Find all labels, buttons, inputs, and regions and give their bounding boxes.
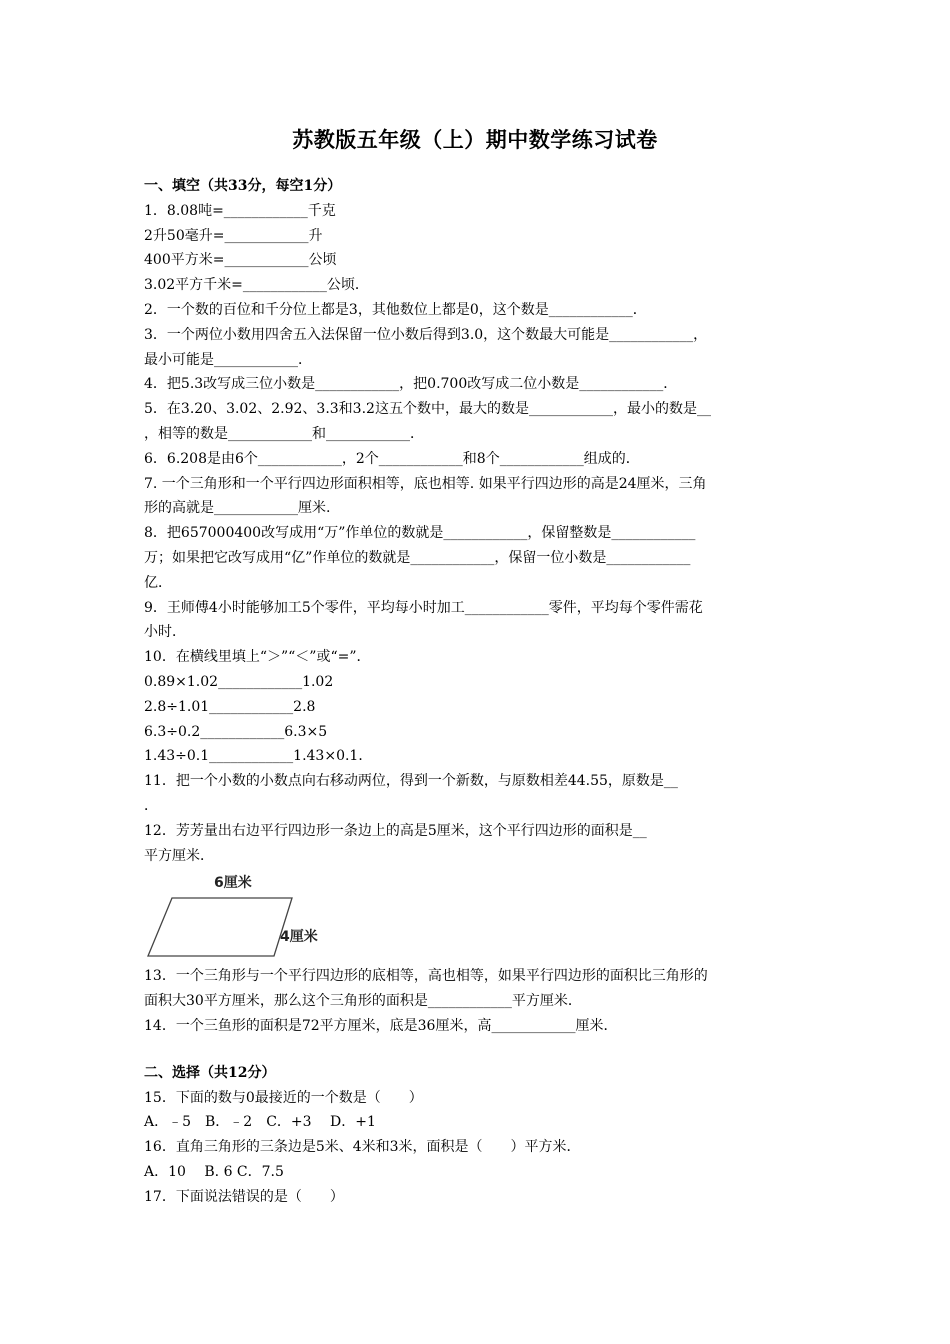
question-line: 16．直角三角形的三条边是5米、4米和3米，面积是（ ）平方米．: [144, 1139, 581, 1156]
question-line: 15．下面的数与0最接近的一个数是（ ）: [144, 1089, 423, 1106]
question-line: 3.02平方千米=____________公顷．: [144, 277, 369, 294]
question-line: 4．把5.3改写成三位小数是____________，把0.700改写成二位小数是____________．: [144, 376, 678, 393]
question-line: 11．把一个小数的小数点向右移动两位，得到一个新数，与原数相差44.55，原数是__: [144, 773, 678, 790]
question-line: 2．一个数的百位和千分位上都是3，其他数位上都是0，这个数是____________．: [144, 301, 647, 318]
question-line: 9．王师傅4小时能够加工5个零件，平均每小时加工____________零件，平均每个零件需花: [144, 599, 703, 616]
question-line: 2.8÷1.01____________2.8: [144, 698, 316, 715]
section2-questions: [144, 1086, 814, 1210]
section1-questions: [144, 199, 814, 869]
section-heading-fill-blank: 一、填空（共33分，每空1分）: [144, 178, 342, 194]
question-line: 5．在3.20、3.02、2.92、3.3和3.2这五个数中，最大的数是____________，最小的数是__: [144, 401, 711, 418]
question-line: 13．一个三角形与一个平行四边形的底相等，高也相等，如果平行四边形的面积比三角形的: [144, 968, 708, 985]
question-line: 12．芳芳量出右边平行四边形一条边上的高是5厘米，这个平行四边形的面积是__: [144, 822, 647, 839]
question-line: ．: [144, 797, 158, 814]
question-line: 7. 一个三角形和一个平行四边形面积相等，底也相等. 如果平行四边形的高是24厘米，三角: [144, 475, 707, 492]
exam-content: [144, 174, 814, 1209]
question-line: 平方厘米．: [144, 847, 214, 864]
figure-top-label: 6厘米: [214, 875, 252, 892]
question-line: A．﹣5 B．﹣2 C．+3 D．+1: [144, 1114, 376, 1131]
question-line: 6.3÷0.2____________6.3×5: [144, 723, 328, 740]
question-line: 最小可能是____________．: [144, 351, 312, 368]
question-line: 亿．: [144, 574, 172, 591]
question-line: 万；如果把它改写成用“亿”作单位的数就是____________，保留一位小数是____________: [144, 549, 691, 566]
question-line: 6．6.208是由6个____________，2个____________和8个____________组成的．: [144, 450, 640, 467]
question-line: ，相等的数是____________和____________．: [144, 425, 424, 442]
question-line: 1.43÷0.1____________1.43×0.1．: [144, 748, 373, 765]
question-line: 3．一个两位小数用四舍五入法保留一位小数后得到3.0，这个数最大可能是____________，: [144, 326, 708, 343]
question-line: 形的高就是____________厘米.: [144, 500, 331, 517]
page-title: 苏教版五年级（上）期中数学练习试卷: [292, 127, 658, 152]
question-line: 10．在横线里填上“＞”“＜”或“=”．: [144, 649, 371, 666]
question-line: 14．一个三鱼形的面积是72平方厘米，底是36厘米，高____________厘米．: [144, 1017, 618, 1034]
question-line: 面积大30平方厘米，那么这个三角形的面积是____________平方厘米．: [144, 993, 582, 1010]
figure-side-label: 4厘米: [280, 929, 318, 946]
question-line: A．10 B. 6 C．7.5: [144, 1163, 284, 1180]
question-line: 小时．: [144, 624, 186, 641]
question-line: 2升50毫升=____________升: [144, 227, 323, 244]
section1-questions-after: [144, 964, 814, 1038]
question-line: 0.89×1.02____________1.02: [144, 673, 334, 690]
section-heading-choice: 二、选择（共12分）: [144, 1064, 276, 1081]
question-line: 400平方米=____________公顷: [144, 252, 337, 269]
question-line: 1．8.08吨=____________千克: [144, 202, 336, 219]
question-line: 8．把657000400改写成用“万”作单位的数就是____________，保留整数是____________: [144, 525, 696, 542]
question-line: 17．下面说法错误的是（ ）: [144, 1188, 344, 1205]
parallelogram-figure: [144, 868, 814, 964]
